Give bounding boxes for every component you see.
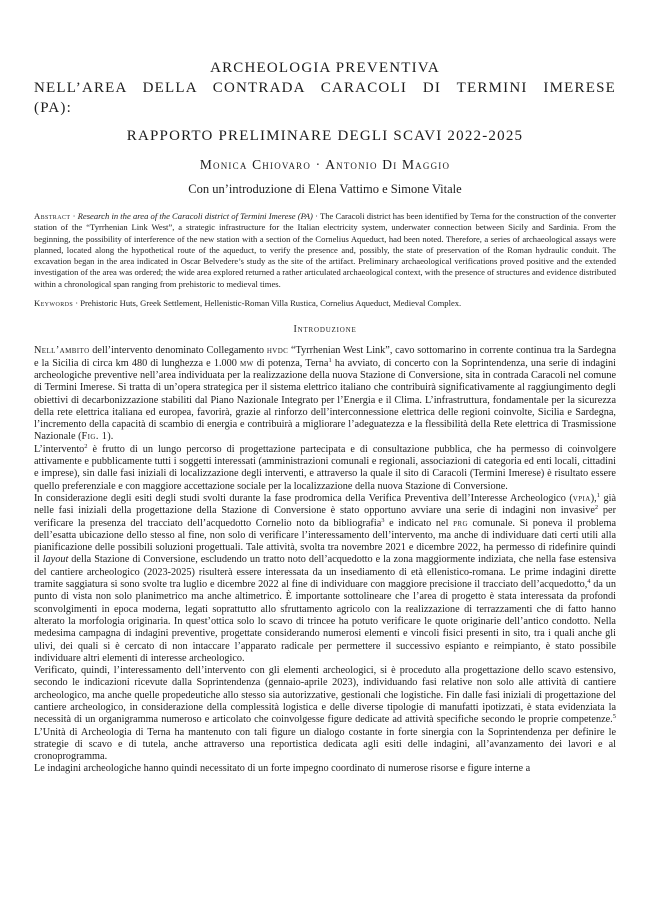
abstract-separator: ·	[70, 211, 78, 221]
footnote-ref[interactable]: 2	[84, 442, 88, 450]
body-text	[34, 345, 616, 775]
introduction-credit: Con un’introduzione di Elena Vattimo e Simone Vitale	[188, 182, 462, 196]
paragraph-2: L’intervento$^2$ è frutto di un lungo percorso di progettazione partecipata e di consultazione pubblica, che ha permesso di coinvolgere attivamente e pubblicamente tutti i soggetti interessati (amministrazioni comunali e regionali, associazioni di categoria ed enti locali, cittadini e imprese), sin dalle fasi iniziali di localizzazione degli interventi, e attraverso la quale il sito di Caracoli (Termini Imerese) è risultato essere quello preferenziale e con maggiore accettazione sociale per la localizzazione della nuova Stazione di Conversione.	[34, 442, 616, 492]
abstract-english-title: Research in the area of the Caracoli district of Termini Imerese (PA)	[77, 211, 313, 221]
keywords-separator: ·	[73, 298, 81, 309]
abstract-label: Abstract	[34, 211, 71, 221]
author-1: Monica Chiovaro	[199, 157, 312, 172]
title-line-3: (PA):	[34, 100, 72, 116]
footnote-ref[interactable]: 1	[328, 356, 332, 364]
keywords-text: Prehistoric Huts, Greek Settlement, Hellenistic-Roman Villa Rustica, Cornelius Aqueduct, Medieval Complex.	[80, 298, 462, 309]
title-line-2: NELL’AREA DELLA CONTRADA CARACOLI DI TERMINI IMERESE	[34, 80, 616, 96]
paragraph-5: Le indagini archeologiche hanno quindi necessitato di un forte impegno coordinato di numerose risorse e figure interne a	[34, 763, 531, 775]
keywords-label: Keywords	[34, 298, 74, 309]
keywords	[34, 298, 616, 309]
footnote-ref[interactable]: 2	[594, 504, 599, 512]
abstract-separator: ·	[312, 211, 320, 221]
figure-ref[interactable]: Fig. 1	[81, 431, 108, 443]
paper-page	[34, 58, 616, 776]
title-block	[34, 58, 616, 145]
section-heading: Introduzione	[293, 324, 357, 336]
author-separator: ·	[315, 157, 322, 172]
paragraph-lead: Nell’ambito	[34, 345, 90, 357]
author-2: Antonio Di Maggio	[325, 157, 451, 172]
paragraph-4: Verificato, quindi, l’interessamento dell’intervento con gli elementi archeologici, si è proceduto alla progettazione dello scavo estensivo, secondo le indicazioni ricevute dalla Soprintendenza (gennaio-aprile 2023), individuando fasi relative non solo alle attività di cantiere archeologico, ma anche quelle propedeutiche allo stesso sia autorizzative, gestionali che logistiche. Fin dalle fasi iniziali di progettazione del cantiere archeologico, in considerazione della complessità logistica e delle diverse tipologie di manufatti ipotizzati, è stata evidenziata la necessità di un organigramma numeroso e articolato che coinvolgesse figure dedicate ad attività specifiche secondo le proprie competenze.$^5$ L’Unità di Archeologia di Terna ha mantenuto con tali figure un dialogo costante in forte sinergia con la Soprintendenza per definire le strategie di scavo e di tutela, anche attraverso una reportistica dedicata agli esiti delle indagini, all’avanzamento dei lavori e al cronoprogramma.	[34, 665, 616, 763]
footnote-ref[interactable]: 4	[587, 578, 591, 586]
paragraph-1: Nell’ambito dell’intervento denominato Collegamento hvdc “Tyrrhenian West Link”, cavo sottomarino in corrente continua tra la Sardegna e la Sicilia di circa km 480 di lunghezza e 1.000 mw di potenza, Terna$^1$ ha avviato, di concerto con la Soprintendenza, una serie di indagini archeologiche preventive nell’area individuata per la realizzazione della nuova Stazione di Conversione, sita in contrada Caracoli nel comune di Termini Imerese. Si tratta di un’opera strategica per il sistema elettrico italiano che contribuirà significativamente al raggiungimento degli obiettivi di decarbonizzazione stabiliti dal Piano Nazionale Integrato per l’Energia e il Clima. L’infrastruttura, fondamentale per la sicurezza della rete elettrica italiana ed europea, favorirà, grazie al rinforzo dell’interconnessione elettrica delle regioni coinvolte, Sicilia e Sardegna, l’incremento della capacità di scambio di energia e contribuirà a migliorare l’adeguatezza e la flessibilità della Rete elettrica di Trasmissione Nazionale (Fig. 1).	[34, 345, 617, 443]
abstract-text: The Caracoli district has been identified by Terna for the construction of the converter station of the “Tyrrhenian Link West”, a strategic infrastructure for the Italian electricity system, underwater connection between Sicily and Sardinia. From the beginning, the possibility of interference of the new station with a section of the Cornelius Aqueduct, had been noted. Therefore, a series of archaeological assays were planned, located along the hypothetical route of the aqueduct, to verify the presence and, possibly, the state of preservation of the Roman hydraulic conduit. The excavation began in the area indicated in Oscar Belvedere’s study as the site of the artifact. Preliminary archaeological verifications proved positive and the extended investigation of the area was ordered; the wide area explored returned a rather articulated archaeological context, with the presence of structures and evidence distributed within a chronological span ranging from prehistoric to medieval times.	[34, 211, 617, 289]
footnote-ref[interactable]: 3	[381, 516, 385, 524]
abstract	[34, 211, 616, 290]
authors	[34, 157, 616, 173]
footnote-ref[interactable]: 1	[596, 491, 600, 499]
footnote-ref[interactable]: 5	[612, 713, 616, 721]
paragraph-3: In considerazione degli esiti degli studi svolti durante la fase prodromica della Verifica Preventiva dell’Interesse Archeologico (vpia),$^1$ già nelle fasi iniziali della progettazione della Stazione di Conversione è stato opportuno avviare una serie di indagini non invasive$^2$ per verificare la presenza del tracciato dell’acquedotto Cornelio noto da bibliografia$^3$ e indicato nel prg comunale. Si poneva il problema dell’esatta ubicazione dello stesso al fine, non solo di verificare l’interessamento dell’intervento, ma anche di individuare dati certi utili alla pianificazione delle possibili soluzioni progettuali. Tale attività, svolta tra novembre 2021 e dicembre 2022, ha permesso di ridefinire quindi il layout della Stazione di Conversione, escludendo un tratto noto dell’acquedotto e la zona maggiormente indiziata, che nella fase estensiva del cantiere archeologico (2023-2025) risulterà essere interessata da un insediamento di età ellenistico-romana. Le prime indagini dirette tramite saggiatura si sono svolte tra luglio e dicembre 2022 al fine di individuare con maggiore precisione il tracciato dell’acquedotto,$^4$ da un punto di vista non solo planimetrico ma anche altimetrico. È importante sottolineare che l’area di progetto è stata interessata da profondi sconvolgimenti in epoca moderna, legati soprattutto allo sfruttamento agricolo con la realizzazione di terrazzamenti che di fatto hanno alterato la morfologia originaria. In quest’ottica solo lo scavo di trincee ha potuto verificare le quote originarie dell’antico condotto. Nella medesima campagna di indagini preventive, progettate considerando numerosi elementi e vincoli fisici presenti in sito, tra i quali anche gli ulivi, dei quali si è cercato di non intaccare l’apparato radicale per permettere il successivo espianto e reimpianto, è stato possibile individuare altri elementi di interesse archeologico.	[34, 491, 617, 664]
title-line-1: ARCHEOLOGIA PREVENTIVA	[210, 60, 440, 76]
subtitle: RAPPORTO PRELIMINARE DEGLI SCAVI 2022-2025	[126, 128, 524, 144]
